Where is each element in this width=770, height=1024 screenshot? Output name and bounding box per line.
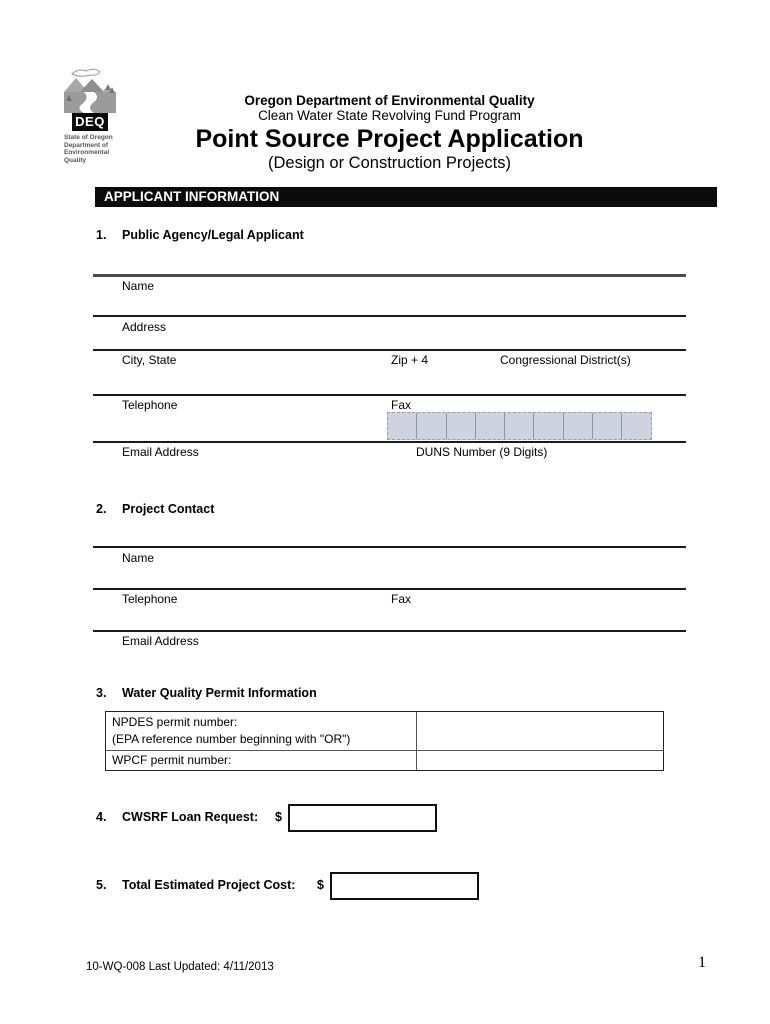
loan-request-dollar-sign: $ [275, 810, 282, 824]
duns-digit-box[interactable] [447, 413, 476, 439]
label-congressional-districts: Congressional District(s) [500, 353, 631, 367]
wpcf-permit-label-cell [106, 750, 416, 770]
section-4-heading [96, 810, 258, 824]
npdes-permit-note: (EPA reference number beginning with "OR") [112, 732, 351, 746]
footer-page-number: 1 [698, 954, 706, 971]
duns-digit-box[interactable] [564, 413, 593, 439]
logo-caption-line: State of Oregon [64, 134, 113, 141]
logo-caption-line: Quality [64, 156, 87, 164]
applicant-city-state-input-line[interactable] [93, 349, 686, 351]
npdes-permit-input[interactable] [416, 712, 663, 750]
section-4-title: CWSRF Loan Request: [122, 810, 259, 824]
label-applicant-fax: Fax [391, 398, 412, 412]
wpcf-permit-input[interactable] [416, 750, 663, 770]
permit-table [105, 711, 664, 771]
deq-logo-text: DEQ [72, 113, 108, 131]
section-3-heading [96, 686, 317, 700]
total-cost-dollar-sign: $ [317, 878, 324, 892]
section-3-number: 3. [96, 686, 107, 700]
label-contact-email: Email Address [122, 634, 199, 648]
npdes-permit-label: NPDES permit number: [112, 715, 238, 729]
section-2-number: 2. [96, 502, 107, 516]
duns-digit-box[interactable] [388, 413, 417, 439]
form-title: Point Source Project Application [195, 125, 584, 153]
section-2-heading [96, 502, 214, 516]
label-applicant-address: Address [122, 320, 167, 334]
contact-email-input-line[interactable] [93, 630, 686, 632]
section-5-heading [96, 878, 295, 892]
form-header [93, 93, 686, 173]
duns-digit-box[interactable] [622, 413, 650, 439]
applicant-email-input-line[interactable] [93, 441, 686, 443]
total-cost-amount-input[interactable] [330, 872, 479, 900]
section-2-title: Project Contact [122, 502, 215, 516]
wpcf-permit-label: WPCF permit number: [112, 753, 232, 767]
label-applicant-name: Name [122, 279, 155, 293]
applicant-information-banner: APPLICANT INFORMATION [95, 187, 717, 207]
org-name: Oregon Department of Environmental Quality [244, 93, 535, 108]
contact-name-input-line[interactable] [93, 546, 686, 548]
label-applicant-telephone: Telephone [122, 398, 178, 412]
section-4-number: 4. [96, 810, 107, 824]
duns-digit-box[interactable] [505, 413, 534, 439]
label-applicant-email: Email Address [122, 445, 199, 459]
section-1-number: 1. [96, 228, 107, 242]
contact-telephone-input-line[interactable] [93, 588, 686, 590]
label-contact-fax: Fax [391, 592, 412, 606]
duns-digit-box[interactable] [593, 413, 622, 439]
duns-number-boxes[interactable] [387, 412, 652, 440]
label-contact-telephone: Telephone [122, 592, 178, 606]
label-duns-number: DUNS Number (9 Digits) [416, 445, 548, 459]
logo-caption-line: Environmental [64, 149, 110, 156]
section-3-title: Water Quality Permit Information [122, 686, 317, 700]
loan-request-amount-input[interactable] [288, 804, 437, 832]
section-1-heading [96, 228, 304, 242]
form-subtitle: (Design or Construction Projects) [267, 154, 511, 172]
npdes-permit-label-cell [106, 712, 416, 750]
label-zip: Zip + 4 [391, 353, 429, 367]
label-city-state: City, State [122, 353, 177, 367]
duns-digit-box[interactable] [417, 413, 446, 439]
program-name: Clean Water State Revolving Fund Program [258, 108, 521, 123]
duns-digit-box[interactable] [534, 413, 563, 439]
applicant-address-input-line[interactable] [93, 315, 686, 317]
section-5-number: 5. [96, 878, 107, 892]
section-5-title: Total Estimated Project Cost: [122, 878, 296, 892]
label-contact-name: Name [122, 551, 155, 565]
applicant-name-input-line[interactable] [93, 274, 686, 277]
section-1-title: Public Agency/Legal Applicant [122, 228, 304, 242]
footer-doc-id: 10-WQ-008 Last Updated: 4/11/2013 [86, 961, 274, 973]
duns-digit-box[interactable] [476, 413, 505, 439]
logo-caption-line: Department of [64, 141, 109, 149]
applicant-telephone-input-line[interactable] [93, 394, 686, 396]
